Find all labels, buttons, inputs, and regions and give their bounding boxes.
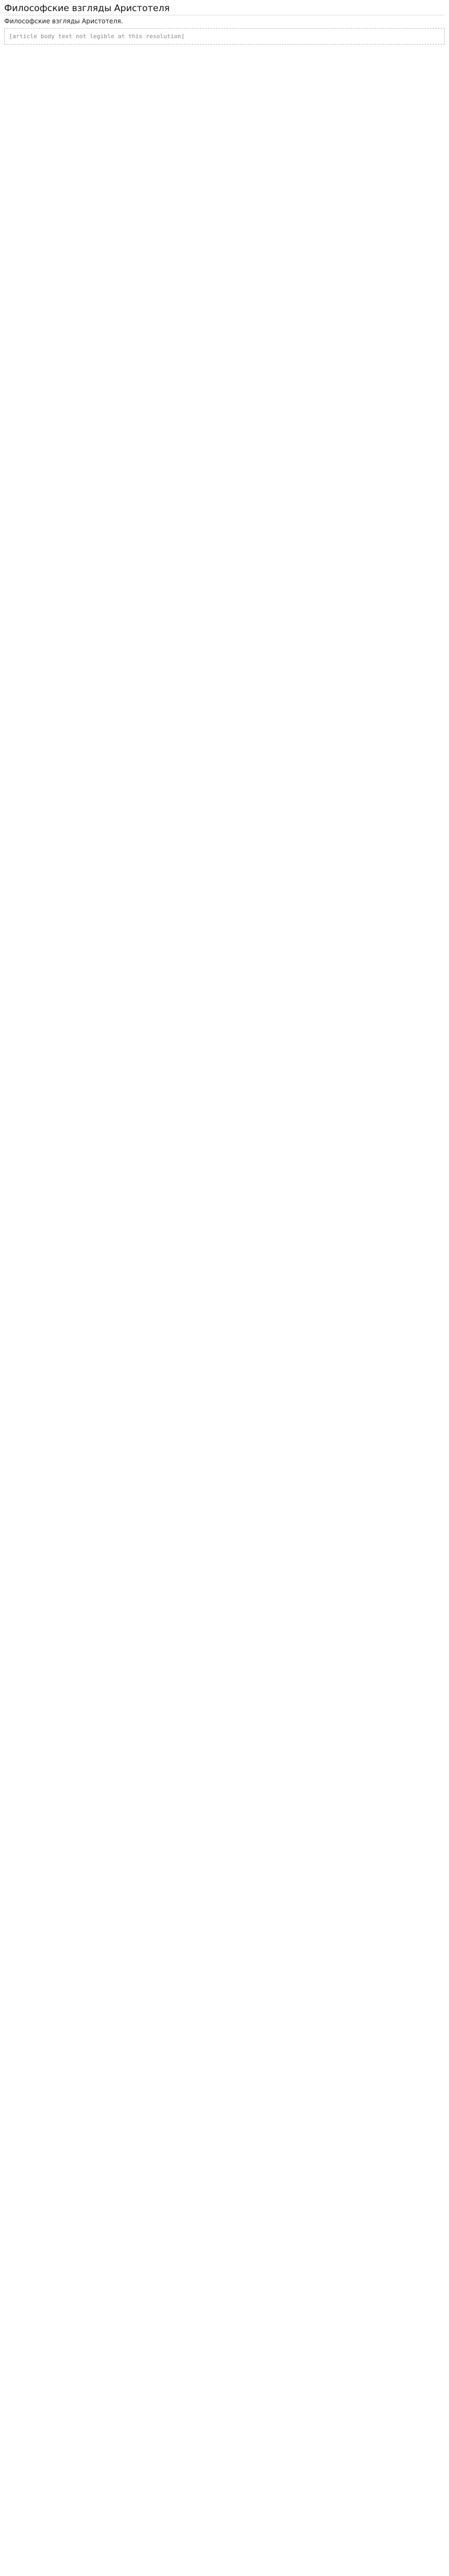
article-subtitle: Философские взгляды Аристотеля. <box>4 17 124 25</box>
article <box>0 0 449 55</box>
page-title: Философские взгляды Аристотеля <box>4 3 445 15</box>
body-placeholder-note: [article body text not legible at this resolution] <box>4 28 445 45</box>
